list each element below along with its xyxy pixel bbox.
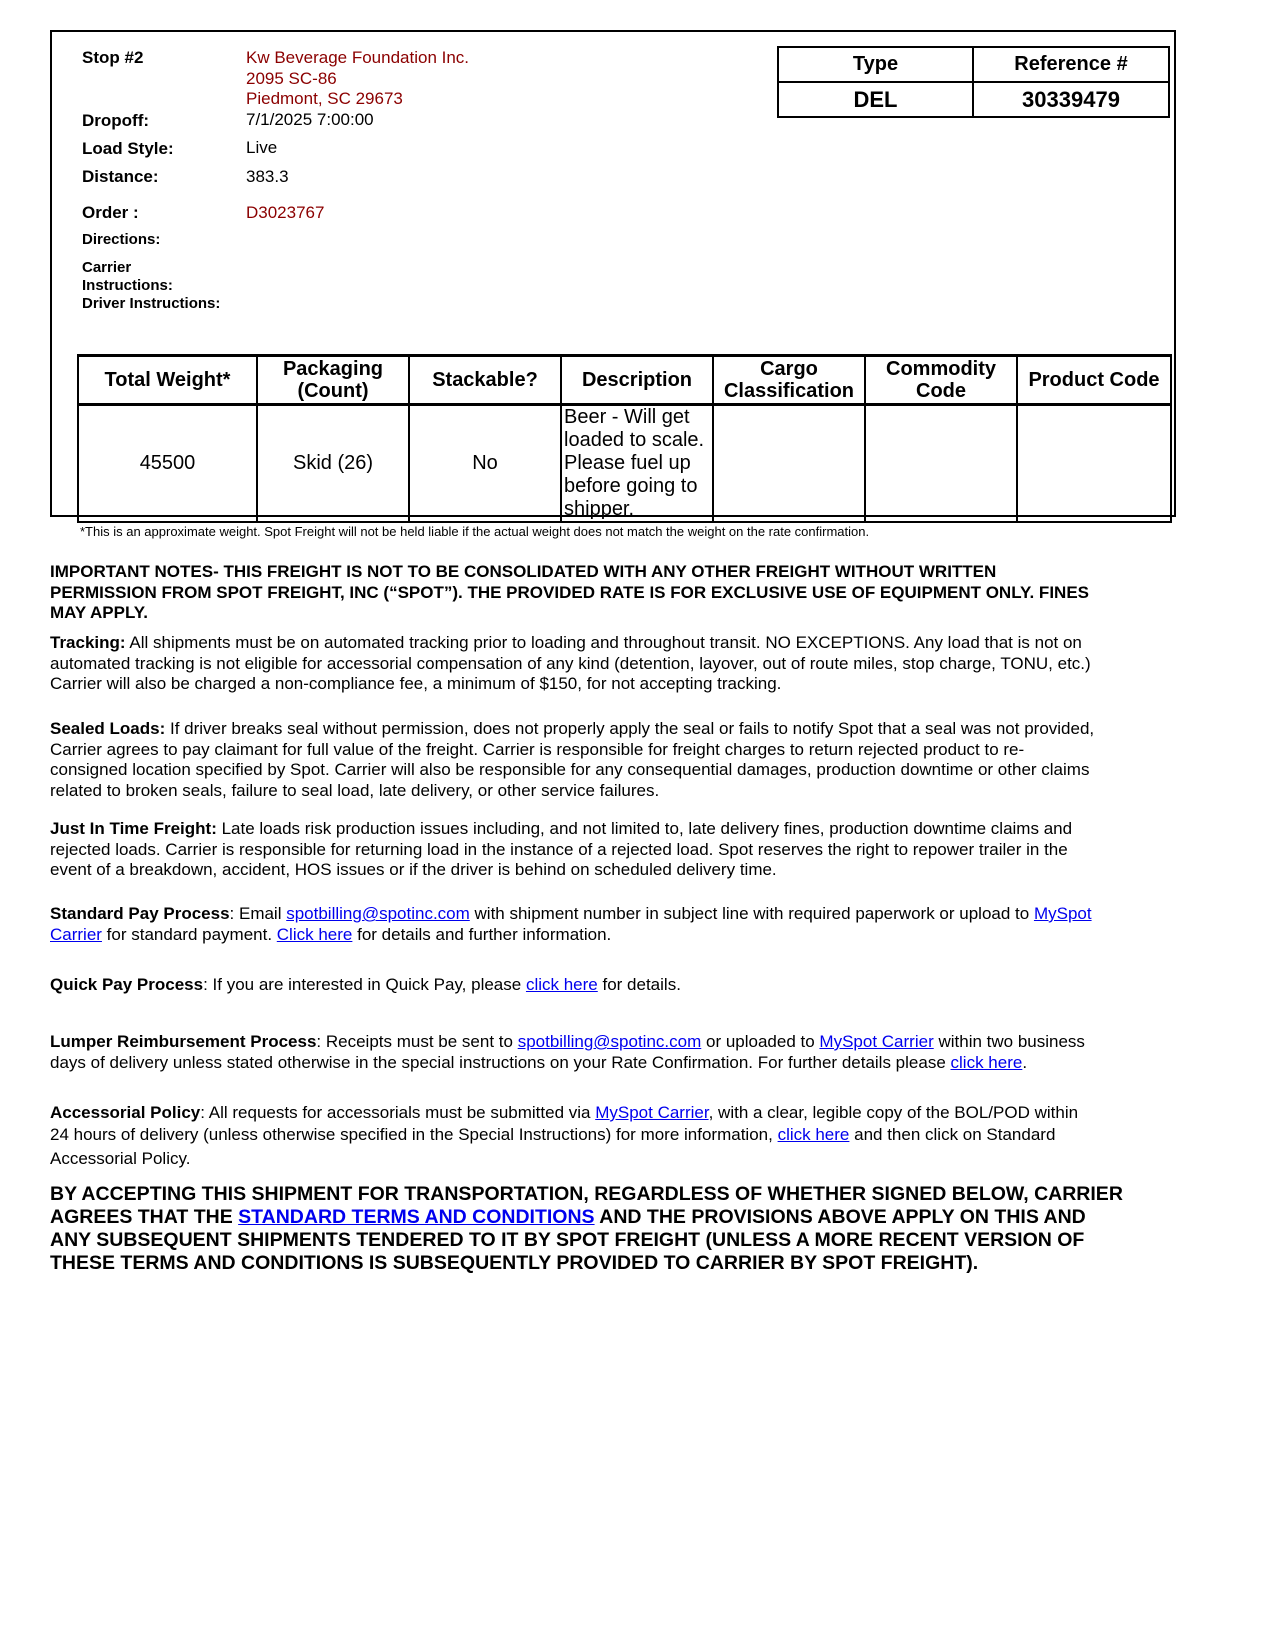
acceptance-text: AND THE PROVISIONS ABOVE APPLY ON THIS AND bbox=[594, 1206, 1086, 1228]
jit-text-1: Late loads risk production issues including, and not limited to, late delivery fines, production downtime claims and bbox=[216, 819, 1073, 838]
commodity-code-header bbox=[865, 356, 1017, 405]
commodity-code-cell bbox=[865, 405, 1017, 523]
sealed-loads-section bbox=[50, 719, 1160, 801]
load-style-label: Load Style: bbox=[82, 139, 174, 158]
myspot-carrier-link[interactable]: MySpot bbox=[1033, 904, 1092, 923]
reference-header: Reference # bbox=[973, 47, 1169, 82]
total-weight-cell: 45500 bbox=[78, 405, 257, 523]
lumper-text: . bbox=[1022, 1052, 1028, 1072]
lumper-email-link[interactable]: spotbilling@spotinc.com bbox=[517, 1032, 702, 1051]
freight-header-row bbox=[78, 356, 1171, 405]
tracking-section bbox=[50, 633, 1160, 695]
description-line: loaded to scale. bbox=[564, 429, 705, 451]
dropoff-label: Dropoff: bbox=[82, 111, 150, 130]
product-code-header: Product Code bbox=[1017, 356, 1171, 405]
weight-footnote: *This is an approximate weight. Spot Freight will not be held liable if the actual weight does not match the weight on the rate confirmation. bbox=[80, 524, 870, 539]
acceptance-text: AGREES THAT THE bbox=[50, 1206, 239, 1228]
important-notes-line-1: IMPORTANT NOTES- THIS FREIGHT IS NOT TO BE CONSOLIDATED WITH ANY OTHER FREIGHT WITHOUT WRITTEN bbox=[50, 562, 997, 581]
distance-label: Distance: bbox=[82, 167, 159, 186]
standard-terms-link[interactable]: STANDARD TERMS AND CONDITIONS bbox=[238, 1206, 595, 1228]
packaging-header bbox=[257, 356, 409, 405]
distance-value: 383.3 bbox=[246, 167, 289, 186]
lumper-section bbox=[50, 1032, 1160, 1073]
acceptance-terms bbox=[50, 1183, 1160, 1275]
address-line-2: Piedmont, SC 29673 bbox=[246, 89, 403, 108]
packaging-cell: Skid (26) bbox=[257, 405, 409, 523]
myspot-carrier-link[interactable]: MySpot Carrier bbox=[595, 1103, 709, 1122]
tracking-text-2: automated tracking is not eligible for accessorial compensation of any kind (detention, layover, out of route miles, stop charge, TONU, etc.) bbox=[50, 653, 1091, 673]
type-value: DEL bbox=[778, 82, 973, 117]
reference-value: 30339479 bbox=[973, 82, 1169, 117]
cargo-header-line-2: Classification bbox=[723, 380, 855, 402]
acceptance-line-4: THESE TERMS AND CONDITIONS IS SUBSEQUENTLY PROVIDED TO CARRIER BY SPOT FREIGHT). bbox=[50, 1252, 979, 1274]
description-line: Beer - Will get bbox=[564, 406, 690, 428]
lumper-text: : Receipts must be sent to bbox=[316, 1032, 518, 1051]
quick-pay-text: : If you are interested in Quick Pay, please bbox=[203, 975, 526, 994]
standard-pay-text: : Email bbox=[229, 904, 287, 923]
tracking-title: Tracking: bbox=[50, 633, 126, 652]
standard-pay-section bbox=[50, 904, 1160, 945]
freight-table bbox=[77, 354, 1172, 523]
stop-label: Stop #2 bbox=[82, 48, 144, 67]
sealed-loads-text-3: consigned location specified by Spot. Carrier will also be responsible for any consequential damages, production downtime or other claims bbox=[50, 760, 1090, 779]
cargo-header-line-1: Cargo bbox=[760, 358, 818, 380]
driver-instructions-label: Driver Instructions: bbox=[82, 295, 221, 312]
accessorial-title: Accessorial Policy bbox=[50, 1103, 201, 1122]
accessorial-text-3: Accessorial Policy. bbox=[50, 1149, 191, 1168]
cargo-classification-header bbox=[713, 356, 865, 405]
address-line-1: 2095 SC-86 bbox=[246, 69, 337, 88]
dropoff-value: 7/1/2025 7:00:00 bbox=[246, 110, 374, 129]
packaging-header-line-2: (Count) bbox=[297, 380, 369, 402]
tracking-text-3: Carrier will also be charged a non-compliance fee, a minimum of $150, for not accepting tracking. bbox=[50, 674, 782, 693]
description-line: before going to bbox=[564, 475, 698, 497]
lumper-text: days of delivery unless stated otherwise in the special instructions on your Rate Confirmation. For further details please bbox=[50, 1052, 951, 1072]
sealed-loads-text-1: If driver breaks seal without permission, does not properly apply the seal or fails to notify Spot that a seal was not provided, bbox=[165, 719, 1095, 738]
standard-pay-text: for standard payment. bbox=[101, 924, 277, 944]
total-weight-header: Total Weight* bbox=[78, 356, 257, 405]
accessorial-text: and then click on Standard bbox=[849, 1125, 1056, 1144]
table-row bbox=[78, 405, 1171, 523]
stackable-cell: No bbox=[409, 405, 561, 523]
packaging-header-line-1: Packaging bbox=[282, 358, 384, 380]
stackable-header: Stackable? bbox=[409, 356, 561, 405]
commodity-header-line-2: Code bbox=[916, 380, 966, 402]
just-in-time-section bbox=[50, 819, 1160, 881]
quick-pay-click-here-link[interactable]: click here bbox=[525, 975, 598, 994]
reference-table bbox=[777, 46, 1170, 118]
load-style-value: Live bbox=[246, 138, 278, 157]
myspot-carrier-link[interactable]: Carrier bbox=[50, 924, 102, 944]
accessorial-text: : All requests for accessorials must be submitted via bbox=[200, 1103, 596, 1122]
type-header: Type bbox=[778, 47, 973, 82]
quick-pay-section bbox=[50, 975, 1160, 996]
quick-pay-title: Quick Pay Process bbox=[50, 975, 204, 994]
sealed-loads-title: Sealed Loads: bbox=[50, 719, 166, 738]
accessorial-section bbox=[50, 1102, 1160, 1170]
standard-pay-text: for details and further information. bbox=[352, 924, 612, 944]
lumper-title: Lumper Reimbursement Process bbox=[50, 1032, 317, 1051]
important-notes bbox=[50, 562, 1160, 624]
myspot-carrier-link[interactable]: MySpot Carrier bbox=[819, 1032, 934, 1051]
standard-pay-title: Standard Pay Process bbox=[50, 904, 230, 923]
tracking-text-1: All shipments must be on automated tracking prior to loading and throughout transit. NO EXCEPTIONS. Any load that is not on bbox=[125, 633, 1082, 652]
important-notes-line-3: MAY APPLY. bbox=[50, 603, 148, 622]
acceptance-line-3: ANY SUBSEQUENT SHIPMENTS TENDERED TO IT BY SPOT FREIGHT (UNLESS A MORE RECENT VERSION OF bbox=[50, 1229, 1085, 1251]
acceptance-line-1: BY ACCEPTING THIS SHIPMENT FOR TRANSPORTATION, REGARDLESS OF WHETHER SIGNED BELOW, CARRIER bbox=[50, 1183, 1123, 1205]
billing-email-link[interactable]: spotbilling@spotinc.com bbox=[286, 904, 470, 923]
sealed-loads-text-4: related to broken seals, failure to seal load, late delivery, or other service failures. bbox=[50, 780, 660, 800]
jit-text-2: rejected loads. Carrier is responsible for returning load in the instance of a rejected load. Spot reserves the right to repower trailer in the bbox=[50, 839, 1068, 859]
description-header: Description bbox=[561, 356, 713, 405]
important-notes-line-2: PERMISSION FROM SPOT FREIGHT, INC (“SPOT”). THE PROVIDED RATE IS FOR EXCLUSIVE USE OF EQUIPMENT ONLY. FINES bbox=[50, 582, 1089, 602]
carrier-instructions-label-2: Instructions: bbox=[82, 277, 173, 294]
cargo-classification-cell bbox=[713, 405, 865, 523]
standard-pay-click-here-link[interactable]: Click here bbox=[276, 924, 353, 944]
product-code-cell bbox=[1017, 405, 1171, 523]
lumper-click-here-link[interactable]: click here bbox=[950, 1052, 1023, 1072]
accessorial-text: 24 hours of delivery (unless otherwise specified in the Special Instructions) for more information, bbox=[50, 1125, 778, 1144]
carrier-instructions-label-1: Carrier bbox=[82, 259, 132, 276]
description-cell bbox=[561, 405, 713, 523]
description-line: Please fuel up bbox=[564, 452, 691, 474]
jit-title: Just In Time Freight: bbox=[50, 819, 217, 838]
accessorial-text: , with a clear, legible copy of the BOL/POD within bbox=[708, 1103, 1079, 1122]
commodity-header-line-1: Commodity bbox=[886, 358, 996, 380]
standard-pay-text: with shipment number in subject line with required paperwork or upload to bbox=[469, 904, 1034, 923]
sealed-loads-text-2: Carrier agrees to pay claimant for full value of the freight. Carrier is responsible for freight charges to return rejected product to re- bbox=[50, 739, 1025, 759]
order-label: Order : bbox=[82, 203, 139, 222]
quick-pay-text: for details. bbox=[597, 975, 681, 994]
lumper-text: or uploaded to bbox=[701, 1032, 820, 1051]
description-line: shipper. bbox=[564, 498, 635, 520]
company-name: Kw Beverage Foundation Inc. bbox=[246, 48, 470, 67]
accessorial-click-here-link[interactable]: click here bbox=[777, 1125, 850, 1144]
order-value: D3023767 bbox=[246, 203, 325, 222]
directions-label: Directions: bbox=[82, 231, 161, 248]
lumper-text: within two business bbox=[933, 1032, 1085, 1051]
jit-text-3: event of a breakdown, accident, HOS issues or if the driver is behind on scheduled delivery time. bbox=[50, 860, 777, 879]
